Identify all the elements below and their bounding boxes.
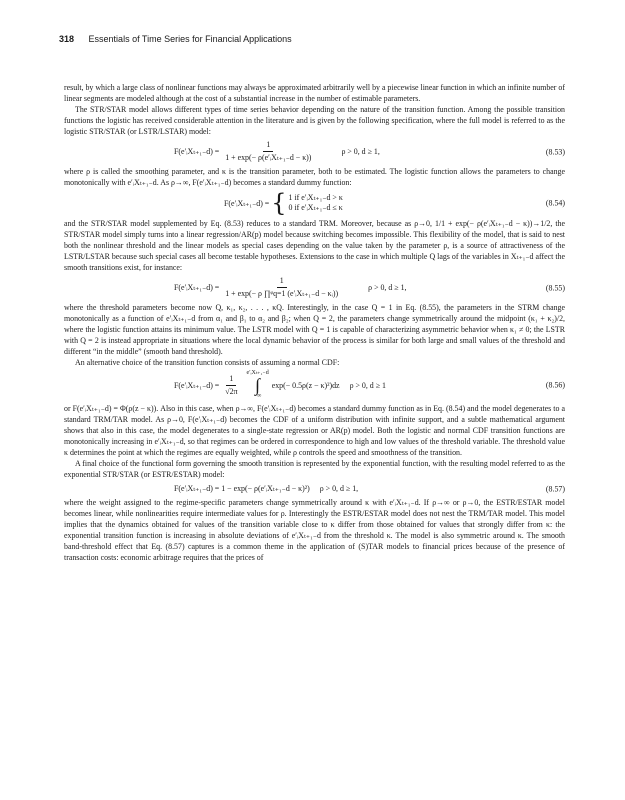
eq855-lhs: F(e′ᵢXₜ₊₁₋d) = — [174, 283, 220, 292]
eq856-coefficient — [222, 374, 240, 397]
integral-sign: e′ᵢXₜ₊₁₋d ∫ −∞ — [246, 370, 269, 399]
eq854-cases — [269, 191, 343, 215]
equation-8-56 — [64, 370, 565, 400]
eq856-number: (8.56) — [545, 380, 565, 390]
eq856-integrand: exp(− 0.5ρ(z − κ)²)dz — [271, 380, 340, 390]
eq855-conditions: ρ > 0, d ≥ 1, — [368, 283, 407, 292]
paragraph-6: An alternative choice of the transition function consists of assuming a normal CDF: — [75, 358, 340, 367]
paragraph-3: where ρ is called the smoothing parameter, and κ is the transition parameter, both to be estimated. The logistic function allows the parameters to change monotonically with e′ᵢXₜ₊₁₋d. As ρ→∞, F(e′ᵢXₜ₊₁₋d) becomes a standard dummy function: — [64, 167, 565, 187]
eq855-number: (8.55) — [545, 283, 565, 292]
eq856-coef-den: √2π — [225, 386, 238, 396]
paragraph-2 — [64, 104, 565, 137]
integral-upper-limit: e′ᵢXₜ₊₁₋d — [246, 370, 269, 376]
eq855-fraction — [222, 276, 341, 299]
paragraph-2-text: The STR/STAR model allows different types of time series behavior depending on the nature of the transition function. Among the possible transition functions the logistic has received considerable attention in the literature and is given by the following specification, where the full model is referred to as the logistic STR/STAR (or LSTR/LSTAR) model: — [64, 105, 565, 136]
eq856-lhs: F(e′ᵢXₜ₊₁₋d) = — [174, 380, 220, 390]
eq854-lhs: F(e′ᵢXₜ₊₁₋d) = — [224, 198, 270, 208]
eq857-number: (8.57) — [545, 484, 565, 493]
integral-lower-limit: −∞ — [253, 393, 262, 399]
equation-8-54 — [64, 191, 565, 215]
eq856-conditions: ρ > 0, d ≥ 1 — [349, 380, 386, 390]
paragraph-5: where the threshold parameters become now Q, κ₁, κ₂, . . . , κQ. Interestingly, in the case Q = 1 in Eq. (8.55), the parameters in the STRM change monotonically as a function of e′ᵢXₜ₊₁₋d from α₁ and β₁ to α₂ and β₂; when Q = 2, the parameters change symmetrically around the midpoint (κ₁ + κ₂)/2, where the logistic function attains its minimum value. The LSTR model with Q = 1 is capable of characterizing asymmetric behavior when κ₁ ≠ 0; the LSTR with Q = 2 is instead appropriate in situations where the local dynamic behavior of the process is similar for both large and small values of the threshold and different “in the middle” (smooth band threshold). — [64, 303, 565, 356]
paragraph-9: where the weight assigned to the regime-specific parameters change symmetrically around κ with e′ᵢXₜ₊₁₋d. If ρ→∞ or ρ→0, the ESTR/ESTAR model becomes linear, while nonlinearities require intermediate values for ρ. Interestingly the ESTR/ESTAR model does not nest the TRM/TAR model. This model implies that the dynamics obtained for values of the transition variable close to κ differ from those obtained for values that strongly differ from κ: the exponential transition function is increasing in absolute deviations of e′ᵢXₜ₊₁₋d from the threshold κ. The model is also symmetric around κ. The smooth band-threshold effect that Eq. (8.57) captures is a common theme in the application of (S)TAR models to financial prices because of the presence of transaction costs: economic arbitrage requires that the prices of — [64, 498, 565, 562]
eq853-conditions: ρ > 0, d ≥ 1, — [341, 147, 380, 156]
running-header — [59, 34, 292, 48]
eq857-lhs: F(e′ᵢXₜ₊₁₋d) = 1 − exp(− ρ(e′ᵢXₜ₊₁₋d − κ)²) — [174, 484, 310, 493]
eq853-fraction — [222, 140, 314, 163]
equation-8-57 — [64, 483, 565, 494]
equation-8-53 — [64, 140, 565, 163]
eq857-conditions: ρ > 0, d ≥ 1, — [319, 484, 359, 493]
paragraph-1: result, by which a large class of nonlinear functions may always be approximated arbitrarily well by a piecewise linear function in which an infinite number of linear segments are modeled although at the cost of a substantial increase in the number of estimable parameters. — [64, 83, 565, 103]
eq855-denominator: 1 + exp(− ρ ∏ᵠq=1 (e′ᵢXₜ₊₁₋d − κᵢ)) — [225, 289, 339, 298]
eq854-case-2: 0 if e′ᵢXₜ₊₁₋d ≤ κ — [288, 203, 343, 212]
eq853-denominator: 1 + exp(− ρ(e′ᵢXₜ₊₁₋d − κ)) — [225, 153, 312, 162]
eq856-coef-num: 1 — [226, 374, 236, 386]
left-brace: { — [271, 189, 287, 217]
running-title: Essentials of Time Series for Financial Applications — [88, 34, 292, 44]
page-number: 318 — [59, 34, 75, 44]
eq853-number: (8.53) — [545, 147, 565, 156]
paragraph-7: or F(e′ᵢXₜ₊₁₋d) = Φ(ρ(z − κ)). Also in this case, when ρ→∞, F(e′ᵢXₜ₊₁₋d) becomes a standard dummy function as in Eq. (8.54) and the model degenerates to a standard TRM/TAR model. As ρ→0, F(e′ᵢXₜ₊₁₋d) becomes the CDF of a uniform distribution with infinite support, and a subtle mathematical argument shows that also in this case, the model degenerates to a single-state regression or AR(p) model. Both the logistic and normal CDF transition functions are monotonically increasing in e′ᵢXₜ₊₁₋d, so that regimes can be ordered in correspondence to high and low values of the threshold variable. The threshold value κ determines the point at which the regimes are equally weighted, while ρ controls the speed and smoothness of the transition. — [64, 404, 565, 457]
eq854-number: (8.54) — [545, 198, 565, 208]
eq855-numerator: 1 — [277, 276, 287, 288]
eq853-lhs: F(e′ᵢXₜ₊₁₋d) = — [174, 147, 220, 156]
page-body — [64, 82, 565, 563]
eq854-case-1: 1 if e′ᵢXₜ₊₁₋d > κ — [288, 193, 343, 202]
eq853-numerator: 1 — [263, 140, 273, 152]
paragraph-8: A final choice of the functional form governing the smooth transition is represented by the exponential function, with the resulting model referred to as the exponential STR/STAR (or ESTR/ESTAR) model: — [64, 459, 565, 479]
equation-8-55 — [64, 276, 565, 299]
paragraph-4: and the STR/STAR model supplemented by Eq. (8.53) reduces to a standard TRM. Moreover, because as ρ→0, 1/1 + exp(− ρ(e′ᵢXₜ₊₁₋d − κ))→1/2, the STR/STAR model simply turns into a linear regression/AR(p) model because switching becomes impossible. This flexibility of the model, that is said to nest both the nonlinear threshold and the linear models as special cases depending on the value taken by the parameter ρ, is a source of attractiveness of the LSTR/LSTAR because such special cases all become testable hypotheses. Extensions to the case in which multiple Q lags of the variables in Xₜ₊₁₋d affect the smooth transitions exist, for instance: — [64, 219, 565, 272]
